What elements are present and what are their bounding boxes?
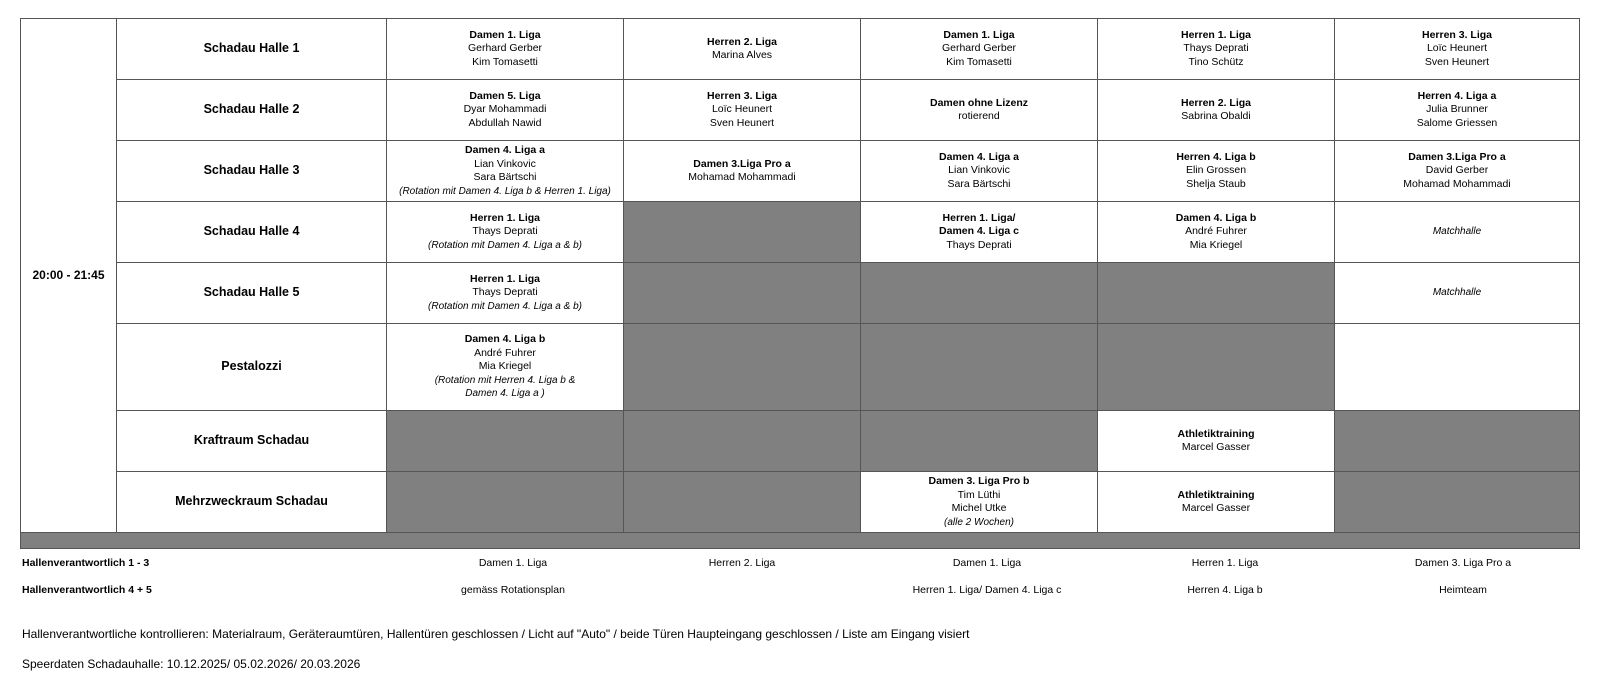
trainer-name: Marina Alves: [711, 49, 773, 61]
trainer-name: Salome Griessen: [1416, 116, 1498, 129]
trainer-name: rotierend: [958, 110, 1000, 122]
trainer-name: Lian Vinkovic: [948, 164, 1010, 177]
trainer-name: Sabrina Obaldi: [1181, 110, 1251, 122]
team-name: Damen 4. Liga b: [464, 333, 546, 346]
resp-1-3-value: Herren 1. Liga: [1191, 557, 1259, 569]
slot-cell: [1335, 141, 1580, 202]
trainer-name: Mia Kriegel: [478, 360, 532, 373]
venue-name: Pestalozzi: [117, 324, 387, 411]
trainer-name: Julia Brunner: [1426, 103, 1488, 116]
resp-1-3-value: Damen 3. Liga Pro a: [1414, 557, 1512, 569]
check-note: Hallenverantwortliche kontrollieren: Materialraum, Geräteraumtüren, Hallentüren geschlossen / Licht auf "Auto" / beide Türen Haupteingang geschlossen / Liste am Eingang visiert: [22, 627, 970, 641]
speed-dates-note: Speerdaten Schadauhalle: 10.12.2025/ 05.02.2026/ 20.03.2026: [22, 657, 361, 671]
trainer-name: Gerhard Gerber: [941, 42, 1017, 55]
team-name: Damen 4. Liga a: [465, 144, 545, 156]
team-name: Athletiktraining: [1177, 488, 1255, 501]
trainer-name: André Fuhrer: [1185, 225, 1247, 238]
team-name: Damen 1. Liga: [469, 28, 541, 41]
trainer-name: David Gerber: [1425, 164, 1489, 177]
blocked-slot: [624, 472, 861, 533]
trainer-name: Kim Tomasetti: [946, 55, 1012, 68]
slot-note: (Rotation mit Damen 4. Liga b & Herren 1. Liga): [399, 185, 611, 197]
bottom-bar-cell: [21, 533, 1580, 549]
team-name: Herren 4. Liga a: [1417, 89, 1497, 102]
slot-note: (alle 2 Wochen): [943, 516, 1015, 528]
venue-name: Schadau Halle 2: [117, 80, 387, 141]
slot-cell: [387, 80, 624, 141]
blocked-slot: [624, 263, 861, 324]
trainer-name: Sven Heunert: [1424, 55, 1490, 68]
team-name: Damen 1. Liga: [943, 28, 1015, 41]
slot-cell: [1335, 324, 1580, 411]
slot-cell: [861, 202, 1098, 263]
trainer-name: Sven Heunert: [709, 116, 775, 129]
team-name: Herren 1. Liga/: [942, 211, 1016, 224]
time-slot: 20:00 - 21:45: [21, 19, 117, 533]
resp-1-3-value: Damen 1. Liga: [952, 557, 1022, 569]
team-name: Herren 1. Liga: [469, 211, 541, 224]
team-name: Athletiktraining: [1177, 427, 1255, 440]
team-name: Herren 2. Liga: [706, 35, 778, 48]
team-name: Damen 3. Liga Pro b: [928, 475, 1030, 487]
trainer-name: Tino Schütz: [1188, 55, 1244, 68]
slot-cell: [1098, 411, 1335, 472]
slot-cell: [1098, 472, 1335, 533]
slot-note: (Rotation mit Herren 4. Liga b &: [434, 374, 576, 386]
blocked-slot: [1335, 411, 1580, 472]
table-bottom-bar: [21, 533, 1580, 549]
schedule-row: [21, 141, 1580, 202]
slot-note: (Rotation mit Damen 4. Liga a & b): [428, 300, 582, 312]
trainer-name: André Fuhrer: [474, 346, 536, 359]
trainer-name: Sara Bärtschi: [947, 177, 1011, 190]
slot-cell: [1335, 19, 1580, 80]
trainer-name: Lian Vinkovic: [474, 157, 536, 170]
trainer-name: Shelja Staub: [1186, 177, 1246, 190]
blocked-slot: [861, 263, 1098, 324]
team-name: Damen 4. Liga a: [939, 150, 1019, 163]
schedule-row: [21, 19, 1580, 80]
blocked-slot: [387, 411, 624, 472]
trainer-name: Tim Lüthi: [957, 488, 1001, 501]
trainer-name: Loïc Heunert: [711, 103, 773, 116]
slot-cell: [387, 19, 624, 80]
slot-cell: [1335, 80, 1580, 141]
trainer-name: Mohamad Mohammadi: [1403, 177, 1511, 190]
blocked-slot: [624, 324, 861, 411]
team-name: Damen 4. Liga c: [939, 225, 1019, 238]
slot-cell: [624, 19, 861, 80]
resp-1-3-value: Damen 1. Liga: [478, 557, 548, 569]
slot-note: Damen 4. Liga a ): [465, 388, 545, 400]
team-name: Damen 3.Liga Pro a: [693, 157, 791, 170]
slot-cell: [624, 80, 861, 141]
resp-4-5-label: Hallenverantwortlich 4 + 5: [22, 584, 152, 596]
team-name: Herren 2. Liga: [1180, 96, 1252, 109]
slot-cell: [1098, 19, 1335, 80]
slot-cell: [1098, 141, 1335, 202]
blocked-slot: [861, 411, 1098, 472]
trainer-name: Dyar Mohammadi: [463, 103, 547, 116]
blocked-slot: [387, 472, 624, 533]
trainer-name: Marcel Gasser: [1181, 441, 1251, 453]
venue-name: Mehrzweckraum Schadau: [117, 472, 387, 533]
slot-note: Matchhalle: [1432, 287, 1482, 299]
slot-cell: [387, 141, 624, 202]
schedule-row: [21, 411, 1580, 472]
trainer-name: Michel Utke: [951, 502, 1007, 514]
team-name: Herren 3. Liga: [1421, 28, 1493, 41]
trainer-name: Kim Tomasetti: [472, 55, 538, 68]
schedule-table: [20, 18, 1580, 549]
slot-cell: [624, 141, 861, 202]
blocked-slot: [1098, 324, 1335, 411]
trainer-name: Thays Deprati: [1183, 42, 1249, 55]
trainer-name: Abdullah Nawid: [468, 116, 542, 129]
slot-cell: [1098, 80, 1335, 141]
slot-cell: [861, 472, 1098, 533]
trainer-name: Thays Deprati: [472, 225, 538, 238]
slot-cell: [1098, 202, 1335, 263]
resp-4-5-value: Herren 1. Liga/ Damen 4. Liga c: [912, 584, 1062, 596]
schedule-row: [21, 263, 1580, 324]
blocked-slot: [1335, 472, 1580, 533]
venue-name: Schadau Halle 3: [117, 141, 387, 202]
slot-cell: [1335, 202, 1580, 263]
team-name: Herren 3. Liga: [706, 89, 778, 102]
trainer-name: Sara Bärtschi: [473, 171, 537, 183]
blocked-slot: [861, 324, 1098, 411]
slot-cell: [387, 263, 624, 324]
slot-note: (Rotation mit Damen 4. Liga a & b): [428, 239, 582, 251]
schedule-row: [21, 324, 1580, 411]
slot-cell: [861, 19, 1098, 80]
trainer-name: Marcel Gasser: [1181, 502, 1251, 514]
slot-cell: [1335, 263, 1580, 324]
trainer-name: Mia Kriegel: [1189, 238, 1243, 251]
venue-name: Schadau Halle 4: [117, 202, 387, 263]
trainer-name: Loïc Heunert: [1426, 42, 1488, 55]
trainer-name: Gerhard Gerber: [467, 42, 543, 55]
trainer-name: Mohamad Mohammadi: [688, 171, 796, 183]
schedule-row: [21, 80, 1580, 141]
resp-4-5-value: Heimteam: [1439, 584, 1487, 596]
venue-name: Kraftraum Schadau: [117, 411, 387, 472]
team-name: Damen 4. Liga b: [1175, 211, 1257, 224]
schedule-row: [21, 202, 1580, 263]
slot-cell: [861, 141, 1098, 202]
trainer-name: Thays Deprati: [472, 286, 538, 299]
venue-name: Schadau Halle 1: [117, 19, 387, 80]
team-name: Herren 1. Liga: [469, 272, 541, 285]
resp-1-3-value: Herren 2. Liga: [708, 557, 776, 569]
slot-note: Matchhalle: [1432, 226, 1482, 238]
schedule-row: [21, 472, 1580, 533]
blocked-slot: [624, 202, 861, 263]
resp-4-5-value: gemäss Rotationsplan: [461, 584, 565, 596]
trainer-name: Thays Deprati: [946, 238, 1012, 251]
team-name: Damen ohne Lizenz: [929, 96, 1028, 109]
team-name: Herren 4. Liga b: [1176, 150, 1256, 163]
resp-1-3-label: Hallenverantwortlich 1 - 3: [22, 557, 150, 569]
team-name: Damen 5. Liga: [469, 89, 541, 102]
slot-cell: [387, 324, 624, 411]
slot-cell: [387, 202, 624, 263]
blocked-slot: [624, 411, 861, 472]
team-name: Herren 1. Liga: [1180, 28, 1252, 41]
trainer-name: Elin Grossen: [1185, 164, 1247, 177]
slot-cell: [861, 80, 1098, 141]
blocked-slot: [1098, 263, 1335, 324]
team-name: Damen 3.Liga Pro a: [1408, 150, 1506, 163]
resp-4-5-value: Herren 4. Liga b: [1187, 584, 1263, 596]
venue-name: Schadau Halle 5: [117, 263, 387, 324]
